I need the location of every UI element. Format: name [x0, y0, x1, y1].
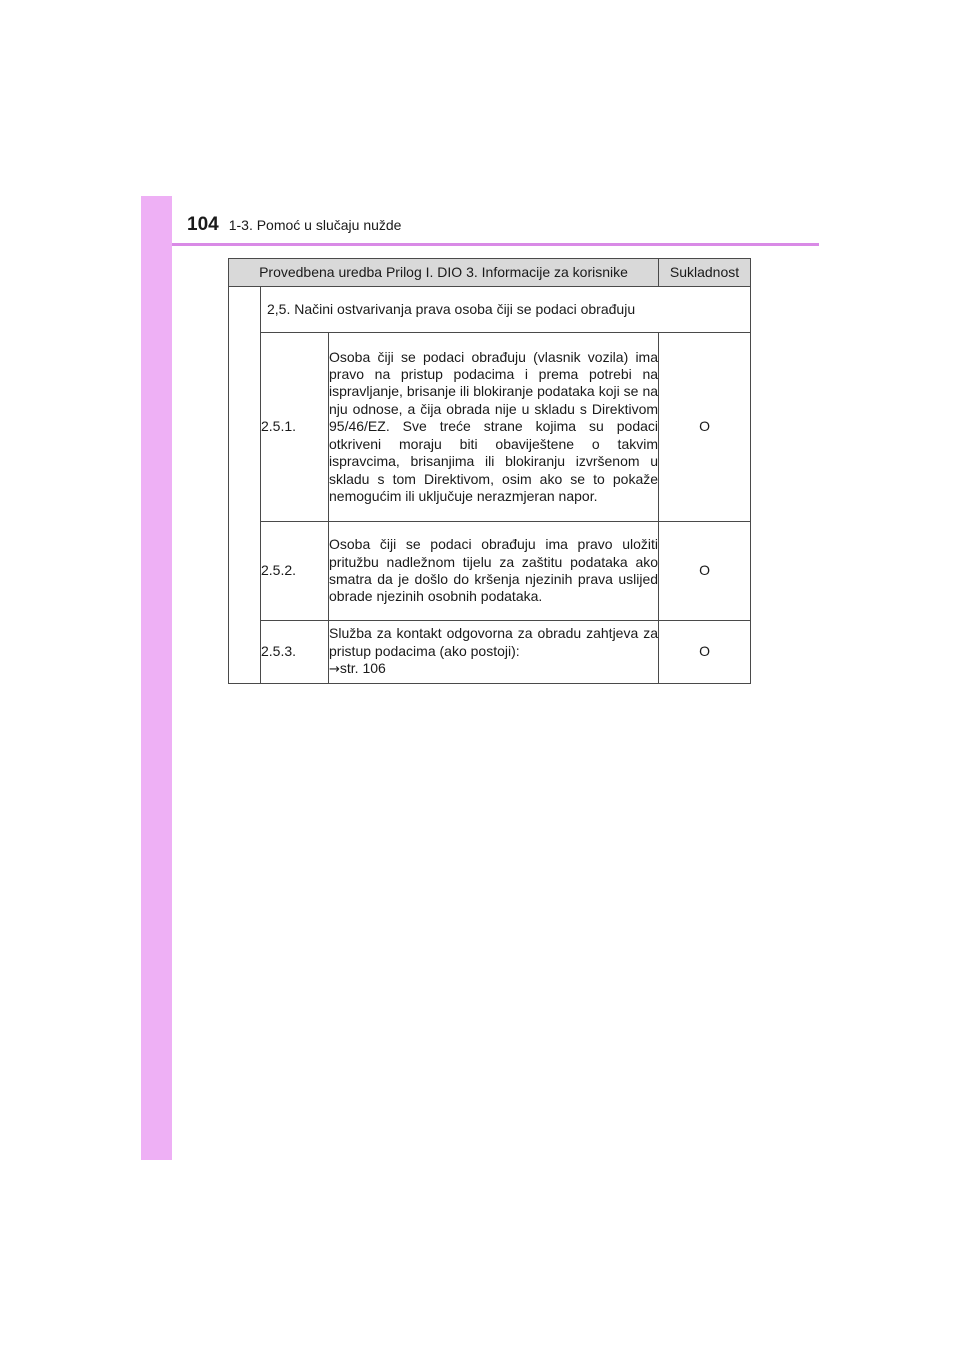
row-number: 2.5.3.	[261, 621, 329, 684]
row-text: Služba za kontakt odgovorna za obradu zahtjeva za pristup podacima (ako postoji):	[329, 625, 659, 659]
compliance-table	[228, 258, 751, 684]
page-reference-link[interactable]: str. 106	[339, 660, 386, 677]
row-compliance: O	[659, 333, 751, 522]
section-title: 1-3. Pomoć u slučaju nužde	[228, 217, 402, 233]
table-row	[229, 333, 751, 522]
side-color-strip	[141, 196, 172, 1160]
row-number: 2.5.2.	[261, 522, 329, 621]
page-header	[187, 214, 401, 242]
section-heading: 2,5. Načini ostvarivanja prava osoba čiji se podaci obrađuju	[261, 287, 751, 333]
table-header-row	[229, 259, 751, 287]
row-text: Osoba čiji se podaci obrađuju (vlasnik vozila) ima pravo na pristup podacima i prema potrebi na ispravljanje, brisanje ili blokiranje podataka koji se na nju odnose, a čija obrada nije u skladu s Direktivom 95/46/EZ. Sve treće strane kojima su podaci otkriveni moraju biti obaviještene o takvim ispravcima, brisanjima ili blokiranju izvršenom u skladu s tom Direktivom, osim ako se to pokaže nemogućim ili uključuje nerazmjeran napor.	[329, 333, 659, 522]
arrow-right-icon: →	[329, 662, 340, 678]
column-header-compliance: Sukladnost	[659, 259, 751, 287]
row-compliance: O	[659, 522, 751, 621]
row-number: 2.5.1.	[261, 333, 329, 522]
row-text: Osoba čiji se podaci obrađuju ima pravo uložiti pritužbu nadležnom tijelu za zaštitu podataka ako smatra da je došlo do kršenja njezinih prava uslijed obrade njezinih osobnih podataka.	[329, 522, 659, 621]
row-text-with-reference	[329, 621, 659, 684]
page-number: 104	[187, 214, 219, 235]
row-compliance: O	[659, 621, 751, 684]
table-row	[229, 621, 751, 684]
column-header-regulation: Provedbena uredba Prilog I. DIO 3. Informacije za korisnike	[229, 259, 659, 287]
section-heading-row	[229, 287, 751, 333]
indent-cell	[229, 287, 261, 684]
header-rule	[172, 243, 819, 246]
table-row	[229, 522, 751, 621]
